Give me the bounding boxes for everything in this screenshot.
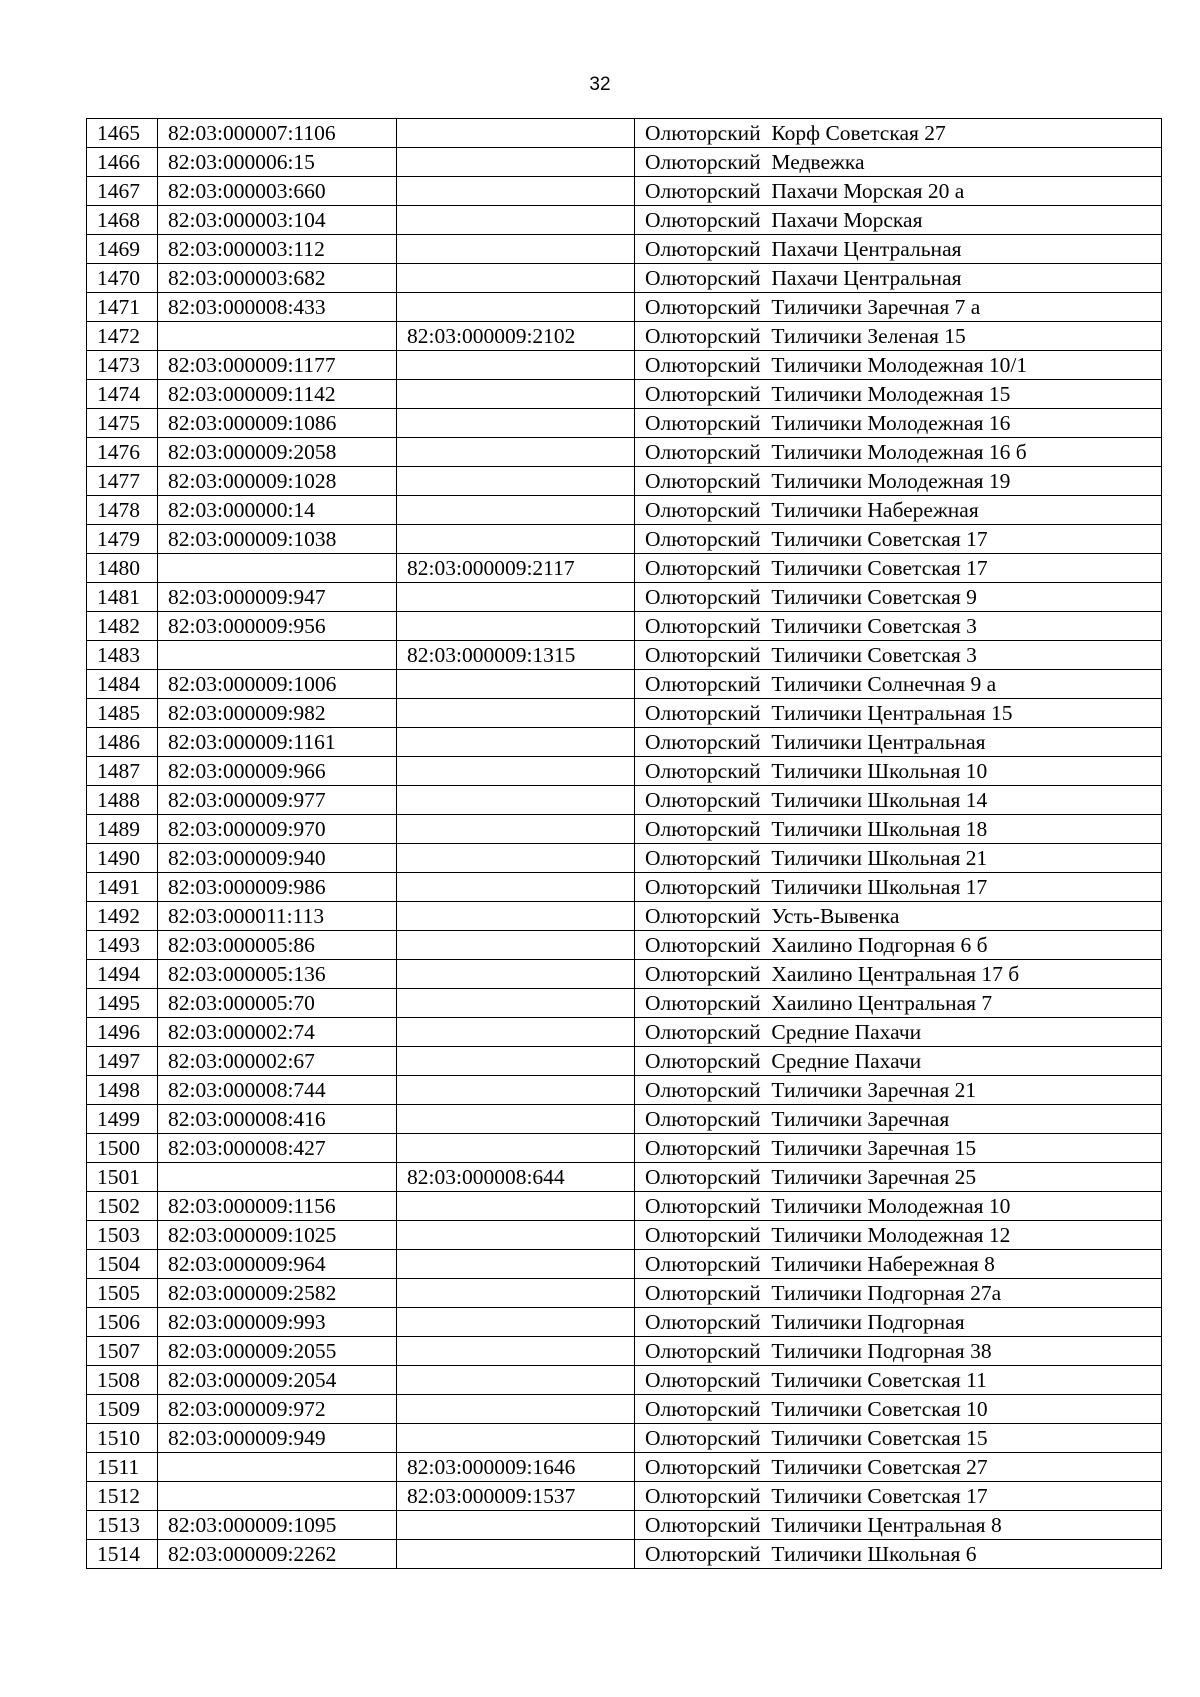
address-cell: Олюторский Тиличики Советская 17 — [635, 525, 1162, 554]
cadastral-number-2-cell — [397, 1279, 635, 1308]
address-cell: Олюторский Тиличики Школьная 21 — [635, 844, 1162, 873]
cadastral-number-2-cell — [397, 496, 635, 525]
cadastral-number-2-cell: 82:03:000009:1646 — [397, 1453, 635, 1482]
address-cell: Олюторский Средние Пахачи — [635, 1047, 1162, 1076]
table-row — [87, 322, 1162, 351]
cadastral-number-2-cell — [397, 1395, 635, 1424]
row-number-cell: 1501 — [87, 1163, 158, 1192]
row-number-cell: 1470 — [87, 264, 158, 293]
cadastral-number-2-cell — [397, 699, 635, 728]
cadastral-number-cell: 82:03:000009:2582 — [158, 1279, 397, 1308]
cadastral-number-2-cell — [397, 119, 635, 148]
cadastral-number-2-cell — [397, 1511, 635, 1540]
cadastral-number-cell: 82:03:000009:949 — [158, 1424, 397, 1453]
cadastral-number-cell: 82:03:000009:986 — [158, 873, 397, 902]
address-cell: Олюторский Тиличики Заречная — [635, 1105, 1162, 1134]
table-row — [87, 1076, 1162, 1105]
address-cell: Олюторский Тиличики Молодежная 19 — [635, 467, 1162, 496]
cadastral-number-cell: 82:03:000000:14 — [158, 496, 397, 525]
address-cell: Олюторский Тиличики Центральная 8 — [635, 1511, 1162, 1540]
address-cell: Олюторский Тиличики Набережная — [635, 496, 1162, 525]
address-cell: Олюторский Тиличики Заречная 21 — [635, 1076, 1162, 1105]
cadastral-number-2-cell — [397, 235, 635, 264]
table-row — [87, 1047, 1162, 1076]
cadastral-number-cell — [158, 1163, 397, 1192]
table-row — [87, 1279, 1162, 1308]
cadastral-number-cell: 82:03:000009:964 — [158, 1250, 397, 1279]
address-cell: Олюторский Хаилино Подгорная 6 б — [635, 931, 1162, 960]
row-number-cell: 1481 — [87, 583, 158, 612]
cadastral-number-2-cell: 82:03:000009:1537 — [397, 1482, 635, 1511]
row-number-cell: 1469 — [87, 235, 158, 264]
address-cell: Олюторский Тиличики Советская 9 — [635, 583, 1162, 612]
address-cell: Олюторский Тиличики Молодежная 10 — [635, 1192, 1162, 1221]
address-cell: Олюторский Тиличики Молодежная 16 б — [635, 438, 1162, 467]
table-row — [87, 351, 1162, 380]
cadastral-number-2-cell — [397, 467, 635, 496]
address-cell: Олюторский Хаилино Центральная 7 — [635, 989, 1162, 1018]
table-row — [87, 728, 1162, 757]
cadastral-number-2-cell — [397, 728, 635, 757]
table-row — [87, 409, 1162, 438]
cadastral-number-cell — [158, 322, 397, 351]
table-row — [87, 960, 1162, 989]
address-cell: Олюторский Тиличики Заречная 15 — [635, 1134, 1162, 1163]
cadastral-number-cell: 82:03:000009:956 — [158, 612, 397, 641]
table-row — [87, 148, 1162, 177]
row-number-cell: 1505 — [87, 1279, 158, 1308]
table-row — [87, 1105, 1162, 1134]
cadastral-number-2-cell — [397, 931, 635, 960]
row-number-cell: 1479 — [87, 525, 158, 554]
address-cell: Олюторский Пахачи Центральная — [635, 235, 1162, 264]
address-cell: Олюторский Тиличики Набережная 8 — [635, 1250, 1162, 1279]
cadastral-number-2-cell — [397, 1366, 635, 1395]
address-cell: Олюторский Пахачи Морская 20 а — [635, 177, 1162, 206]
table-row — [87, 1540, 1162, 1569]
table-row — [87, 264, 1162, 293]
row-number-cell: 1511 — [87, 1453, 158, 1482]
cadastral-number-cell: 82:03:000008:433 — [158, 293, 397, 322]
cadastral-number-cell — [158, 1453, 397, 1482]
row-number-cell: 1507 — [87, 1337, 158, 1366]
row-number-cell: 1514 — [87, 1540, 158, 1569]
row-number-cell: 1474 — [87, 380, 158, 409]
cadastral-number-cell: 82:03:000008:744 — [158, 1076, 397, 1105]
table-row — [87, 670, 1162, 699]
row-number-cell: 1480 — [87, 554, 158, 583]
row-number-cell: 1488 — [87, 786, 158, 815]
table-row — [87, 438, 1162, 467]
row-number-cell: 1503 — [87, 1221, 158, 1250]
cadastral-number-2-cell — [397, 1105, 635, 1134]
cadastral-number-2-cell — [397, 409, 635, 438]
row-number-cell: 1513 — [87, 1511, 158, 1540]
cadastral-number-cell: 82:03:000005:70 — [158, 989, 397, 1018]
table-row — [87, 293, 1162, 322]
cadastral-number-2-cell — [397, 1076, 635, 1105]
row-number-cell: 1472 — [87, 322, 158, 351]
registry-table — [86, 118, 1162, 1569]
cadastral-number-2-cell — [397, 786, 635, 815]
cadastral-number-cell: 82:03:000009:972 — [158, 1395, 397, 1424]
address-cell: Олюторский Усть-Вывенка — [635, 902, 1162, 931]
table-row — [87, 931, 1162, 960]
cadastral-number-cell: 82:03:000009:2058 — [158, 438, 397, 467]
cadastral-number-cell: 82:03:000009:1006 — [158, 670, 397, 699]
cadastral-number-cell: 82:03:000009:1025 — [158, 1221, 397, 1250]
table-row — [87, 235, 1162, 264]
table-row — [87, 873, 1162, 902]
table-row — [87, 757, 1162, 786]
row-number-cell: 1497 — [87, 1047, 158, 1076]
row-number-cell: 1502 — [87, 1192, 158, 1221]
address-cell: Олюторский Тиличики Школьная 18 — [635, 815, 1162, 844]
row-number-cell: 1489 — [87, 815, 158, 844]
row-number-cell: 1504 — [87, 1250, 158, 1279]
cadastral-number-cell: 82:03:000007:1106 — [158, 119, 397, 148]
table-row — [87, 641, 1162, 670]
row-number-cell: 1512 — [87, 1482, 158, 1511]
row-number-cell: 1508 — [87, 1366, 158, 1395]
cadastral-number-cell: 82:03:000009:1086 — [158, 409, 397, 438]
table-row — [87, 1337, 1162, 1366]
cadastral-number-cell — [158, 554, 397, 583]
row-number-cell: 1493 — [87, 931, 158, 960]
address-cell: Олюторский Тиличики Советская 10 — [635, 1395, 1162, 1424]
cadastral-number-2-cell — [397, 1134, 635, 1163]
table-row — [87, 844, 1162, 873]
address-cell: Олюторский Тиличики Советская 3 — [635, 612, 1162, 641]
cadastral-number-cell: 82:03:000009:1161 — [158, 728, 397, 757]
address-cell: Олюторский Тиличики Школьная 10 — [635, 757, 1162, 786]
cadastral-number-2-cell — [397, 670, 635, 699]
address-cell: Олюторский Тиличики Советская 3 — [635, 641, 1162, 670]
cadastral-number-2-cell — [397, 960, 635, 989]
row-number-cell: 1498 — [87, 1076, 158, 1105]
cadastral-number-cell: 82:03:000009:1028 — [158, 467, 397, 496]
row-number-cell: 1471 — [87, 293, 158, 322]
table-row — [87, 1453, 1162, 1482]
address-cell: Олюторский Тиличики Советская 27 — [635, 1453, 1162, 1482]
cadastral-number-cell: 82:03:000009:1156 — [158, 1192, 397, 1221]
registry-table-body — [87, 119, 1162, 1569]
table-row — [87, 1250, 1162, 1279]
address-cell: Олюторский Тиличики Школьная 14 — [635, 786, 1162, 815]
row-number-cell: 1500 — [87, 1134, 158, 1163]
address-cell: Олюторский Тиличики Заречная 7 а — [635, 293, 1162, 322]
cadastral-number-2-cell — [397, 1250, 635, 1279]
cadastral-number-2-cell — [397, 438, 635, 467]
cadastral-number-2-cell — [397, 757, 635, 786]
row-number-cell: 1468 — [87, 206, 158, 235]
cadastral-number-cell: 82:03:000008:416 — [158, 1105, 397, 1134]
row-number-cell: 1492 — [87, 902, 158, 931]
cadastral-number-cell: 82:03:000005:86 — [158, 931, 397, 960]
cadastral-number-cell: 82:03:000009:2262 — [158, 1540, 397, 1569]
cadastral-number-cell: 82:03:000003:104 — [158, 206, 397, 235]
cadastral-number-2-cell: 82:03:000009:1315 — [397, 641, 635, 670]
cadastral-number-2-cell — [397, 1308, 635, 1337]
cadastral-number-cell: 82:03:000009:2054 — [158, 1366, 397, 1395]
row-number-cell: 1496 — [87, 1018, 158, 1047]
cadastral-number-2-cell — [397, 206, 635, 235]
address-cell: Олюторский Тиличики Подгорная 27а — [635, 1279, 1162, 1308]
cadastral-number-2-cell — [397, 1018, 635, 1047]
row-number-cell: 1485 — [87, 699, 158, 728]
table-row — [87, 496, 1162, 525]
table-row — [87, 1511, 1162, 1540]
table-row — [87, 1424, 1162, 1453]
table-row — [87, 1018, 1162, 1047]
address-cell: Олюторский Средние Пахачи — [635, 1018, 1162, 1047]
address-cell: Олюторский Тиличики Советская 17 — [635, 1482, 1162, 1511]
page-number: 32 — [589, 74, 611, 95]
cadastral-number-2-cell — [397, 1424, 635, 1453]
address-cell: Олюторский Тиличики Молодежная 15 — [635, 380, 1162, 409]
address-cell: Олюторский Тиличики Молодежная 10/1 — [635, 351, 1162, 380]
row-number-cell: 1494 — [87, 960, 158, 989]
cadastral-number-2-cell: 82:03:000009:2102 — [397, 322, 635, 351]
cadastral-number-2-cell: 82:03:000009:2117 — [397, 554, 635, 583]
cadastral-number-2-cell — [397, 293, 635, 322]
cadastral-number-2-cell — [397, 873, 635, 902]
cadastral-number-cell: 82:03:000009:947 — [158, 583, 397, 612]
cadastral-number-cell: 82:03:000009:982 — [158, 699, 397, 728]
row-number-cell: 1487 — [87, 757, 158, 786]
cadastral-number-2-cell — [397, 351, 635, 380]
table-row — [87, 177, 1162, 206]
address-cell: Олюторский Тиличики Подгорная 38 — [635, 1337, 1162, 1366]
cadastral-number-cell: 82:03:000002:67 — [158, 1047, 397, 1076]
cadastral-number-cell: 82:03:000002:74 — [158, 1018, 397, 1047]
row-number-cell: 1510 — [87, 1424, 158, 1453]
cadastral-number-2-cell — [397, 177, 635, 206]
row-number-cell: 1506 — [87, 1308, 158, 1337]
row-number-cell: 1476 — [87, 438, 158, 467]
table-row — [87, 815, 1162, 844]
table-row — [87, 1163, 1162, 1192]
address-cell: Олюторский Хаилино Центральная 17 б — [635, 960, 1162, 989]
address-cell: Олюторский Тиличики Зеленая 15 — [635, 322, 1162, 351]
address-cell: Олюторский Тиличики Центральная — [635, 728, 1162, 757]
table-row — [87, 380, 1162, 409]
cadastral-number-2-cell — [397, 1047, 635, 1076]
row-number-cell: 1475 — [87, 409, 158, 438]
row-number-cell: 1499 — [87, 1105, 158, 1134]
row-number-cell: 1465 — [87, 119, 158, 148]
table-row — [87, 612, 1162, 641]
table-row — [87, 467, 1162, 496]
cadastral-number-2-cell — [397, 612, 635, 641]
cadastral-number-cell: 82:03:000003:660 — [158, 177, 397, 206]
cadastral-number-2-cell — [397, 1540, 635, 1569]
row-number-cell: 1483 — [87, 641, 158, 670]
table-row — [87, 1221, 1162, 1250]
row-number-cell: 1466 — [87, 148, 158, 177]
cadastral-number-cell: 82:03:000011:113 — [158, 902, 397, 931]
cadastral-number-cell: 82:03:000005:136 — [158, 960, 397, 989]
address-cell: Олюторский Тиличики Советская 11 — [635, 1366, 1162, 1395]
address-cell: Олюторский Тиличики Советская 15 — [635, 1424, 1162, 1453]
cadastral-number-2-cell — [397, 148, 635, 177]
table-row — [87, 989, 1162, 1018]
cadastral-number-cell: 82:03:000009:977 — [158, 786, 397, 815]
table-row — [87, 1482, 1162, 1511]
row-number-cell: 1467 — [87, 177, 158, 206]
cadastral-number-2-cell — [397, 583, 635, 612]
address-cell: Олюторский Тиличики Центральная 15 — [635, 699, 1162, 728]
table-row — [87, 786, 1162, 815]
cadastral-number-2-cell — [397, 525, 635, 554]
address-cell: Олюторский Тиличики Молодежная 16 — [635, 409, 1162, 438]
cadastral-number-2-cell — [397, 380, 635, 409]
cadastral-number-cell: 82:03:000003:112 — [158, 235, 397, 264]
address-cell: Олюторский Тиличики Заречная 25 — [635, 1163, 1162, 1192]
cadastral-number-cell: 82:03:000009:993 — [158, 1308, 397, 1337]
cadastral-number-cell: 82:03:000009:1177 — [158, 351, 397, 380]
cadastral-number-2-cell — [397, 1337, 635, 1366]
cadastral-number-2-cell — [397, 264, 635, 293]
table-row — [87, 1308, 1162, 1337]
row-number-cell: 1495 — [87, 989, 158, 1018]
table-row — [87, 554, 1162, 583]
cadastral-number-cell — [158, 641, 397, 670]
cadastral-number-cell: 82:03:000008:427 — [158, 1134, 397, 1163]
cadastral-number-2-cell — [397, 989, 635, 1018]
table-row — [87, 583, 1162, 612]
row-number-cell: 1491 — [87, 873, 158, 902]
cadastral-number-cell: 82:03:000003:682 — [158, 264, 397, 293]
table-row — [87, 206, 1162, 235]
address-cell: Олюторский Тиличики Молодежная 12 — [635, 1221, 1162, 1250]
cadastral-number-2-cell — [397, 902, 635, 931]
address-cell: Олюторский Тиличики Школьная 6 — [635, 1540, 1162, 1569]
cadastral-number-cell: 82:03:000009:1142 — [158, 380, 397, 409]
row-number-cell: 1473 — [87, 351, 158, 380]
row-number-cell: 1482 — [87, 612, 158, 641]
cadastral-number-cell: 82:03:000006:15 — [158, 148, 397, 177]
table-row — [87, 525, 1162, 554]
address-cell: Олюторский Пахачи Центральная — [635, 264, 1162, 293]
address-cell: Олюторский Тиличики Советская 17 — [635, 554, 1162, 583]
address-cell: Олюторский Тиличики Школьная 17 — [635, 873, 1162, 902]
row-number-cell: 1509 — [87, 1395, 158, 1424]
cadastral-number-2-cell — [397, 815, 635, 844]
table-row — [87, 1134, 1162, 1163]
address-cell: Олюторский Медвежка — [635, 148, 1162, 177]
cadastral-number-cell: 82:03:000009:940 — [158, 844, 397, 873]
table-row — [87, 119, 1162, 148]
cadastral-number-2-cell — [397, 1221, 635, 1250]
cadastral-number-cell: 82:03:000009:1038 — [158, 525, 397, 554]
table-row — [87, 699, 1162, 728]
cadastral-number-cell: 82:03:000009:966 — [158, 757, 397, 786]
cadastral-number-cell: 82:03:000009:970 — [158, 815, 397, 844]
cadastral-number-2-cell — [397, 1192, 635, 1221]
row-number-cell: 1484 — [87, 670, 158, 699]
row-number-cell: 1486 — [87, 728, 158, 757]
cadastral-number-cell — [158, 1482, 397, 1511]
row-number-cell: 1490 — [87, 844, 158, 873]
cadastral-number-cell: 82:03:000009:1095 — [158, 1511, 397, 1540]
address-cell: Олюторский Тиличики Солнечная 9 а — [635, 670, 1162, 699]
table-row — [87, 1192, 1162, 1221]
row-number-cell: 1478 — [87, 496, 158, 525]
table-row — [87, 902, 1162, 931]
table-row — [87, 1366, 1162, 1395]
address-cell: Олюторский Пахачи Морская — [635, 206, 1162, 235]
address-cell: Олюторский Корф Советская 27 — [635, 119, 1162, 148]
table-row — [87, 1395, 1162, 1424]
cadastral-number-2-cell — [397, 844, 635, 873]
address-cell: Олюторский Тиличики Подгорная — [635, 1308, 1162, 1337]
cadastral-number-cell: 82:03:000009:2055 — [158, 1337, 397, 1366]
cadastral-number-2-cell: 82:03:000008:644 — [397, 1163, 635, 1192]
row-number-cell: 1477 — [87, 467, 158, 496]
